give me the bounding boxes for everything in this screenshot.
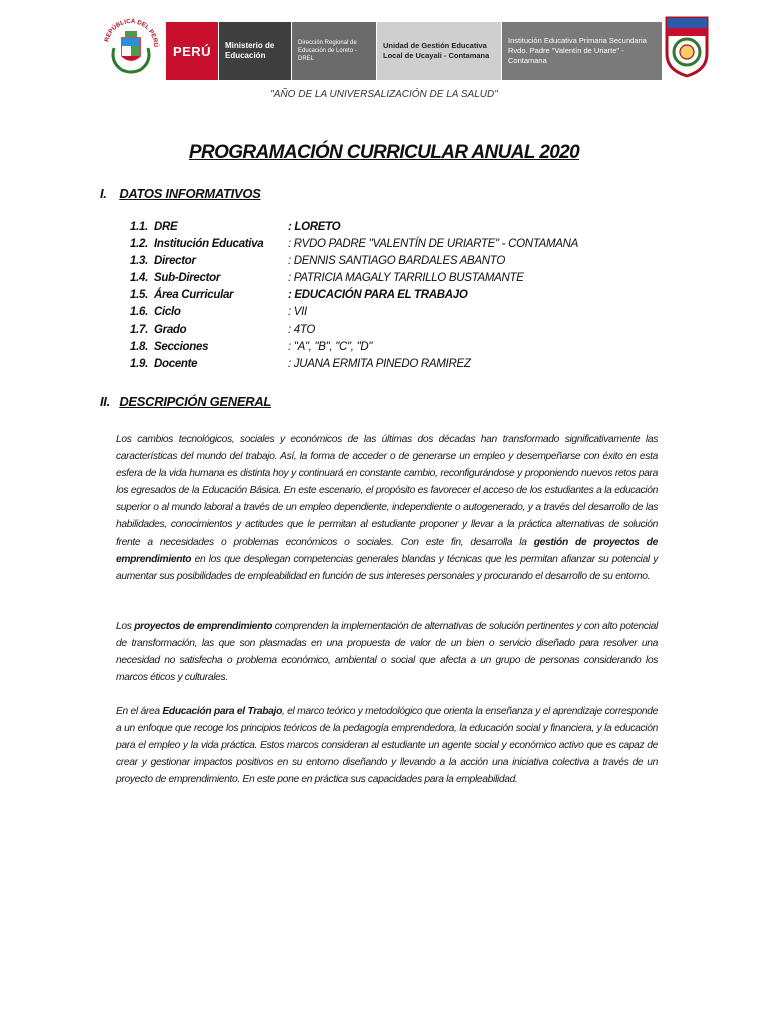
info-row: 1.7. Grado : 4TO [130,323,316,336]
info-row: 1.6. Ciclo : VII [130,306,307,319]
section-title: DATOS INFORMATIVOS [119,186,261,201]
info-row: 1.4. Sub-Director : PATRICIA MAGALY TARRILLO BUSTAMANTE [130,272,524,285]
banner-ministerio: Ministerio de Educación [218,22,291,80]
section-heading-datos [100,186,261,201]
paragraph-1: Los cambios tecnológicos, sociales y económicos de las últimas dos décadas han transformado significativamente las características del mundo del trabajo. Así, la forma de acceder o de generarse un empleo y desempeñarse con éxito en esta esfera de la vida humana es distinta hoy y continuará en constante cambio, reconfigurándose y proponiendo nuevos retos para los egresados de la Educación Básica. En este escenario, el propósito es favorecer el acceso de los estudiantes a la educación superior o al mundo laboral a través de un empleo dependiente, independiente o autogenerado, y a través del desarrollo de las habilidades, conocimientos y actitudes que le permitan al estudiante proponer y llevar a la práctica alternativas de solución frente a necesidades o problemas económicos o sociales. Con este fin, desarrolla la gestión de proyectos de emprendimiento en los que despliegan competencias generales blandas y técnicas que les permitan afianzar su potencial y aumentar sus posibilidades de empleabilidad en función de sus intereses personales y procurando el desarrollo de su entorno. [116,434,658,582]
banner-peru: PERÚ [166,22,218,80]
svg-text:REPÚBLICA DEL PERÚ: REPÚBLICA DEL PERÚ [103,17,160,48]
year-motto: "AÑO DE LA UNIVERSALIZACIÓN DE LA SALUD" [270,89,498,100]
info-list [130,221,690,375]
document-header [0,10,768,85]
info-row: 1.2. Institución Educativa : RVDO PADRE "VALENTÍN DE URIARTE" - CONTAMANA [130,238,579,251]
section-heading-descripcion [100,394,271,409]
info-row: 1.5. Área Curricular : EDUCACIÓN PARA EL TRABAJO [130,289,468,302]
institutional-banner [166,22,662,80]
paragraph-2: Los proyectos de emprendimiento comprenden la implementación de alternativas de solución pertinentes y con alto potencial de transformación, las que son plasmadas en una propuesta de valor de un bien o servicio diseñado para resolver una necesidad no satisfecha o problema económico, ambiental o social que afecta a un grupo de personas considerando los marcos éticos y culturales. [116,621,658,684]
section-number: I. [100,186,107,201]
peru-coat-of-arms-icon [100,12,162,78]
info-row: 1.1. DRE : LORETO [130,221,341,233]
section-title: DESCRIPCIÓN GENERAL [119,394,272,409]
banner-dre: Dirección Regional de Educación de Loreto - DREL [291,22,376,80]
paragraph-3: En el área Educación para el Trabajo, el marco teórico y metodológico que orienta la enseñanza y el aprendizaje corresponde a un enfoque que recoge los principios teóricos de la pedagogía emprendedora, la educación social y financiera, y la educación para el empleo y la vida práctica. Estos marcos consideran al estudiante un agente social y económico activo que es capaz de crear y gestionar impactos positivos en su entorno diseñando y llevando a la acción una iniciativa colectiva a través de un proyecto de emprendimiento. En este pone en práctica sus capacidades para la empleabilidad. [116,706,659,786]
banner-ie: Institución Educativa Primaria Secundaria Rvdo. Padre "Valentín de Uriarte" - Contamana [501,22,662,80]
info-row: 1.9. Docente : JUANA ERMITA PINEDO RAMIREZ [130,357,471,370]
banner-ugel: Unidad de Gestión Educativa Local de Ucayali - Contamana [376,22,501,80]
info-row: 1.8. Secciones : "A", "B", "C", "D" [130,340,373,353]
page-title: PROGRAMACIÓN CURRICULAR ANUAL 2020 [188,142,580,163]
info-row: 1.3. Director : DENNIS SANTIAGO BARDALES ABANTO [130,255,505,268]
school-crest-icon [664,14,710,78]
section-number: II. [100,394,110,409]
